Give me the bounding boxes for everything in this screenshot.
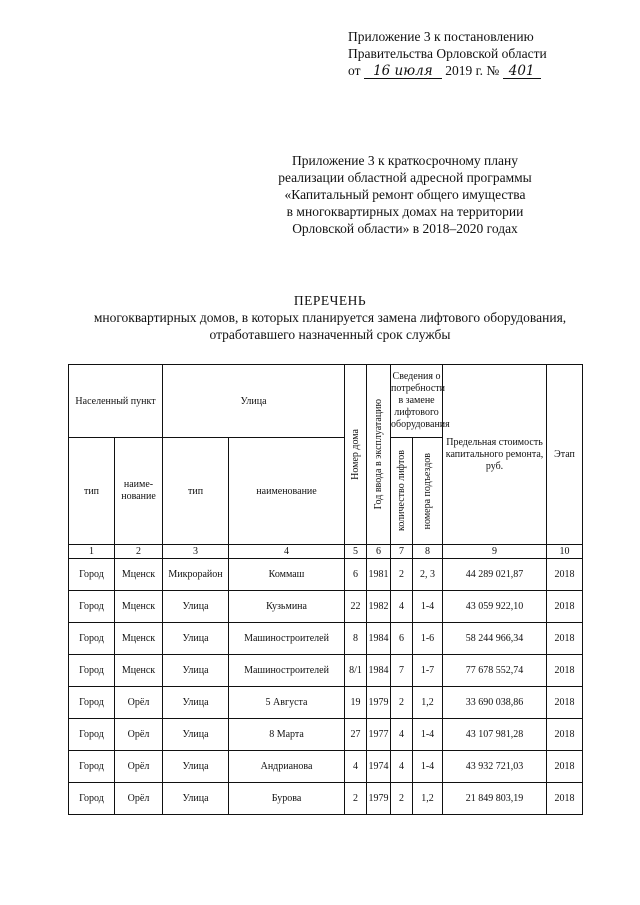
cell-street-name: Коммаш <box>229 559 345 591</box>
column-number: 10 <box>547 545 583 559</box>
cell-entrances: 1-4 <box>413 719 443 751</box>
handwritten-date: 16 июля <box>364 64 442 79</box>
cell-stage: 2018 <box>547 783 583 815</box>
cell-settlement-name: Мценск <box>115 559 163 591</box>
cell-cost: 44 289 021,87 <box>443 559 547 591</box>
cell-cost: 21 849 803,19 <box>443 783 547 815</box>
cell-house-number: 6 <box>345 559 367 591</box>
title-sub-1: многоквартирных домов, в которых планируется замена лифтового оборудования, <box>93 310 567 325</box>
cell-house-number: 27 <box>345 719 367 751</box>
column-number: 4 <box>229 545 345 559</box>
cell-elevator-count: 7 <box>391 655 413 687</box>
column-number: 1 <box>69 545 115 559</box>
column-number: 9 <box>443 545 547 559</box>
cell-house-number: 2 <box>345 783 367 815</box>
header-stage: Этап <box>547 365 583 545</box>
cell-entrances: 2, 3 <box>413 559 443 591</box>
header-settlement-name: наиме-нование <box>115 438 163 545</box>
cell-cost: 43 059 922,10 <box>443 591 547 623</box>
cell-stage: 2018 <box>547 655 583 687</box>
appendix-year-label: 2019 г. № <box>445 63 500 78</box>
column-number-row <box>69 545 583 559</box>
cell-settlement-type: Город <box>69 623 115 655</box>
header-elevator-count <box>391 438 413 545</box>
cell-street-type: Улица <box>163 655 229 687</box>
cell-street-type: Улица <box>163 591 229 623</box>
cell-settlement-type: Город <box>69 655 115 687</box>
plan-line-3: «Капитальный ремонт общего имущества <box>284 187 526 202</box>
cell-settlement-name: Орёл <box>115 687 163 719</box>
column-number: 6 <box>367 545 391 559</box>
cell-street-name: Андрианова <box>229 751 345 783</box>
table-row <box>69 783 583 815</box>
cell-house-number: 8/1 <box>345 655 367 687</box>
cell-street-type: Улица <box>163 623 229 655</box>
table-row <box>69 623 583 655</box>
cell-elevator-count: 2 <box>391 559 413 591</box>
cell-cost: 58 244 966,34 <box>443 623 547 655</box>
cell-settlement-type: Город <box>69 783 115 815</box>
cell-stage: 2018 <box>547 687 583 719</box>
cell-stage: 2018 <box>547 623 583 655</box>
header-year-commissioned-text: Год ввода в эксплуатацию <box>373 399 385 510</box>
buildings-table <box>68 364 583 815</box>
header-max-cost: Предельная стоимость капитального ремонта, руб. <box>443 365 547 545</box>
cell-year: 1977 <box>367 719 391 751</box>
title-main: ПЕРЕЧЕНЬ <box>293 293 367 308</box>
plan-line-2: реализации областной адресной программы <box>278 170 532 185</box>
cell-entrances: 1-6 <box>413 623 443 655</box>
table-row <box>69 687 583 719</box>
header-elevator-count-text: количество лифтов <box>396 450 408 532</box>
appendix-line-1: Приложение 3 к постановлению <box>348 29 534 44</box>
header-year-commissioned <box>367 365 391 545</box>
cell-elevator-count: 4 <box>391 591 413 623</box>
cell-house-number: 19 <box>345 687 367 719</box>
cell-cost: 33 690 038,86 <box>443 687 547 719</box>
plan-line-1: Приложение 3 к краткосрочному плану <box>292 153 518 168</box>
cell-settlement-name: Орёл <box>115 719 163 751</box>
table-row <box>69 655 583 687</box>
cell-stage: 2018 <box>547 559 583 591</box>
column-number: 8 <box>413 545 443 559</box>
cell-cost: 77 678 552,74 <box>443 655 547 687</box>
cell-street-name: Кузьмина <box>229 591 345 623</box>
table-row <box>69 719 583 751</box>
column-number: 3 <box>163 545 229 559</box>
cell-entrances: 1-4 <box>413 591 443 623</box>
handwritten-number: 401 <box>503 64 541 79</box>
plan-line-5: Орловской области» в 2018–2020 годах <box>292 221 518 236</box>
cell-entrances: 1,2 <box>413 687 443 719</box>
cell-house-number: 4 <box>345 751 367 783</box>
plan-line-4: в многоквартирных домах на территории <box>286 204 524 219</box>
cell-street-name: 8 Марта <box>229 719 345 751</box>
table-body <box>69 559 583 815</box>
appendix-resolution-reference <box>348 28 608 79</box>
header-house-number <box>345 365 367 545</box>
cell-cost: 43 107 981,28 <box>443 719 547 751</box>
cell-street-type: Улица <box>163 751 229 783</box>
cell-settlement-name: Мценск <box>115 623 163 655</box>
cell-street-name: 5 Августа <box>229 687 345 719</box>
document-title <box>40 292 620 343</box>
cell-elevator-count: 4 <box>391 719 413 751</box>
cell-street-name: Машиностроителей <box>229 655 345 687</box>
header-settlement: Населенный пункт <box>69 365 163 438</box>
cell-year: 1974 <box>367 751 391 783</box>
appendix-line-2: Правительства Орловской области <box>348 46 547 61</box>
cell-street-type: Улица <box>163 783 229 815</box>
appendix-ot-label: от <box>348 63 361 78</box>
cell-entrances: 1,2 <box>413 783 443 815</box>
cell-settlement-type: Город <box>69 751 115 783</box>
cell-year: 1984 <box>367 623 391 655</box>
cell-stage: 2018 <box>547 591 583 623</box>
table-row <box>69 591 583 623</box>
header-street: Улица <box>163 365 345 438</box>
table-row <box>69 559 583 591</box>
appendix-plan-reference <box>245 152 565 237</box>
column-number: 7 <box>391 545 413 559</box>
column-number: 2 <box>115 545 163 559</box>
cell-settlement-type: Город <box>69 559 115 591</box>
header-entrance-numbers <box>413 438 443 545</box>
cell-house-number: 22 <box>345 591 367 623</box>
header-elevator-info: Сведения о потребности в замене лифтового оборудования <box>391 365 443 438</box>
header-house-number-text: Номер дома <box>350 429 362 480</box>
cell-cost: 43 932 721,03 <box>443 751 547 783</box>
column-number: 5 <box>345 545 367 559</box>
header-entrance-numbers-text: номера подъездов <box>422 452 434 530</box>
cell-street-type: Улица <box>163 719 229 751</box>
cell-elevator-count: 2 <box>391 783 413 815</box>
cell-settlement-name: Орёл <box>115 783 163 815</box>
cell-year: 1981 <box>367 559 391 591</box>
header-street-type: тип <box>163 438 229 545</box>
cell-elevator-count: 6 <box>391 623 413 655</box>
cell-year: 1979 <box>367 687 391 719</box>
cell-entrances: 1-7 <box>413 655 443 687</box>
cell-stage: 2018 <box>547 751 583 783</box>
cell-entrances: 1-4 <box>413 751 443 783</box>
cell-year: 1982 <box>367 591 391 623</box>
cell-elevator-count: 2 <box>391 687 413 719</box>
cell-elevator-count: 4 <box>391 751 413 783</box>
cell-settlement-name: Мценск <box>115 591 163 623</box>
cell-settlement-name: Орёл <box>115 751 163 783</box>
cell-house-number: 8 <box>345 623 367 655</box>
cell-settlement-type: Город <box>69 591 115 623</box>
header-settlement-type: тип <box>69 438 115 545</box>
cell-settlement-name: Мценск <box>115 655 163 687</box>
cell-stage: 2018 <box>547 719 583 751</box>
title-sub-2: отработавшего назначенный срок службы <box>209 327 451 342</box>
cell-street-type: Улица <box>163 687 229 719</box>
cell-street-name: Бурова <box>229 783 345 815</box>
cell-year: 1979 <box>367 783 391 815</box>
cell-street-type: Микрорайон <box>163 559 229 591</box>
header-street-name: наименование <box>229 438 345 545</box>
cell-street-name: Машиностроителей <box>229 623 345 655</box>
cell-settlement-type: Город <box>69 687 115 719</box>
table-row <box>69 751 583 783</box>
appendix-date-line <box>348 62 608 79</box>
cell-year: 1984 <box>367 655 391 687</box>
cell-settlement-type: Город <box>69 719 115 751</box>
